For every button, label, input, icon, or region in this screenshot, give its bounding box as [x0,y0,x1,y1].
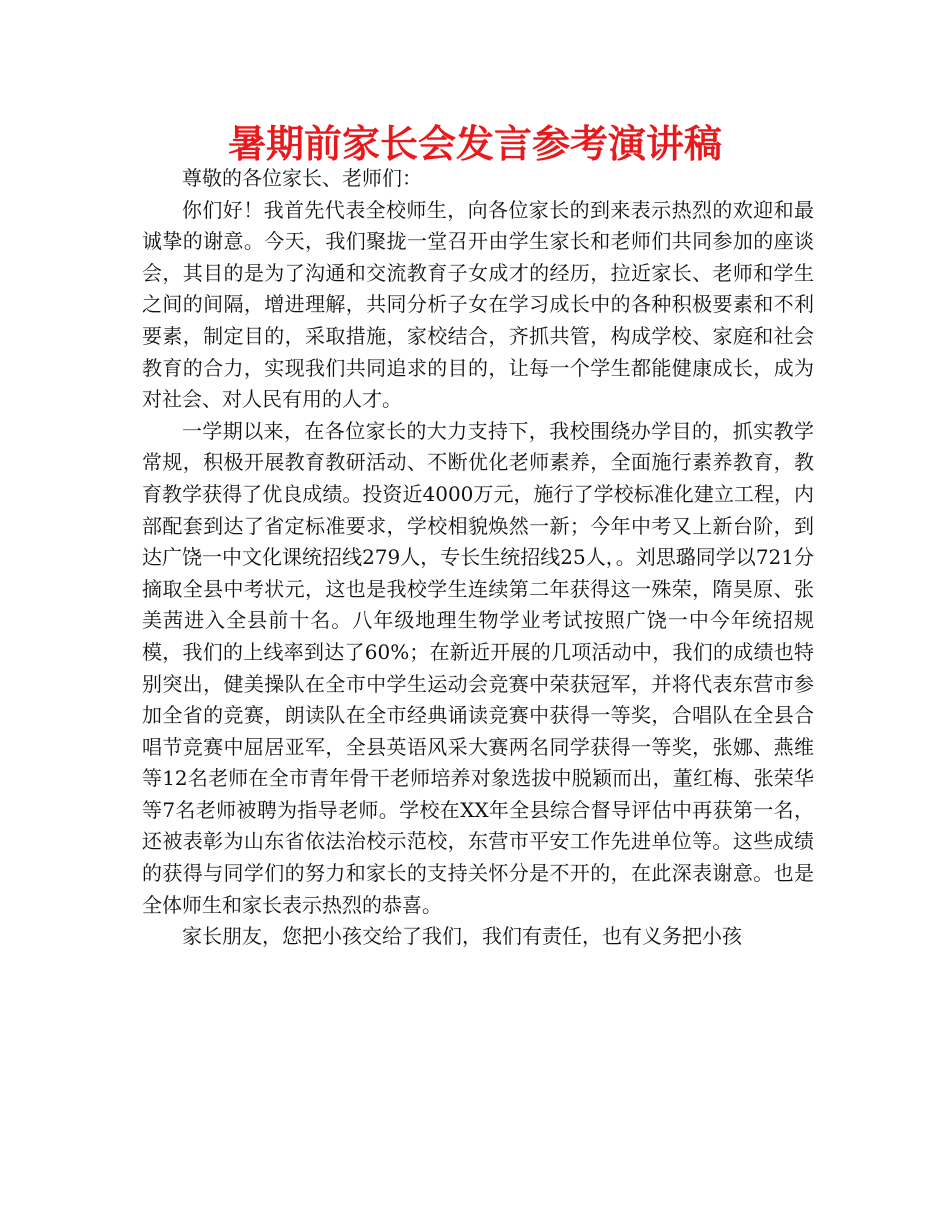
body-paragraph: 一学期以来，在各位家长的大力支持下，我校围绕办学目的，抓实教学常规，积极开展教育教研活动、不断优化老师素养，全面施行素养教育，教育教学获得了优良成绩。投资近4000万元，施行了学校标准化建立工程，内部配套到达了省定标准要求，学校相貌焕然一新；今年中考又上新台阶，到达广饶一中文化课统招线279人，专长生统招线25人，。刘思璐同学以721分摘取全县中考状元，这也是我校学生连续第二年获得这一殊荣，隋昊原、张美茜进入全县前十名。八年级地理生物学业考试按照广饶一中今年统招规模，我们的上线率到达了60%；在新近开展的几项活动中，我们的成绩也特别突出，健美操队在全市中学生运动会竞赛中荣获冠军，并将代表东营市参加全省的竞赛，朗读队在全市经典诵读竞赛中获得一等奖，合唱队在全县合唱节竞赛中屈居亚军，全县英语风采大赛两名同学获得一等奖，张娜、燕维等12名老师在全市青年骨干老师培养对象选拔中脱颖而出，董红梅、张荣华等7名老师被聘为指导老师。学校在XX年全县综合督导评估中再获第一名，还被表彰为山东省依法治校示范校，东营市平安工作先进单位等。这些成绩的获得与同学们的努力和家长的支持关怀分是不开的，在此深表谢意。也是全体师生和家长表示热烈的恭喜。 [142,418,814,917]
salutation-paragraph: 尊敬的各位家长、老师们： [182,166,422,190]
body-paragraph: 家长朋友，您把小孩交给了我们，我们有责任，也有义务把小孩 [182,924,742,949]
body-paragraph: 你们好！我首先代表全校师生，向各位家长的到来表示热烈的欢迎和最诚挚的谢意。今天，我们聚拢一堂召开由学生家长和老师们共同参加的座谈会，其目的是为了沟通和交流教育子女成才的经历，拉近家长、老师和学生之间的间隔，增进理解，共同分析子女在学习成长中的各种积极要素和不利要素，制定目的，采取措施，家校结合，齐抓共管，构成学校、家庭和社会教育的合力，实现我们共同追求的目的，让每一个学生都能健康成长，成为对社会、对人民有用的人才。 [142,197,814,412]
document-body [142,163,814,953]
document-title: 暑期前家长会发言参考演讲稿 [227,122,722,166]
